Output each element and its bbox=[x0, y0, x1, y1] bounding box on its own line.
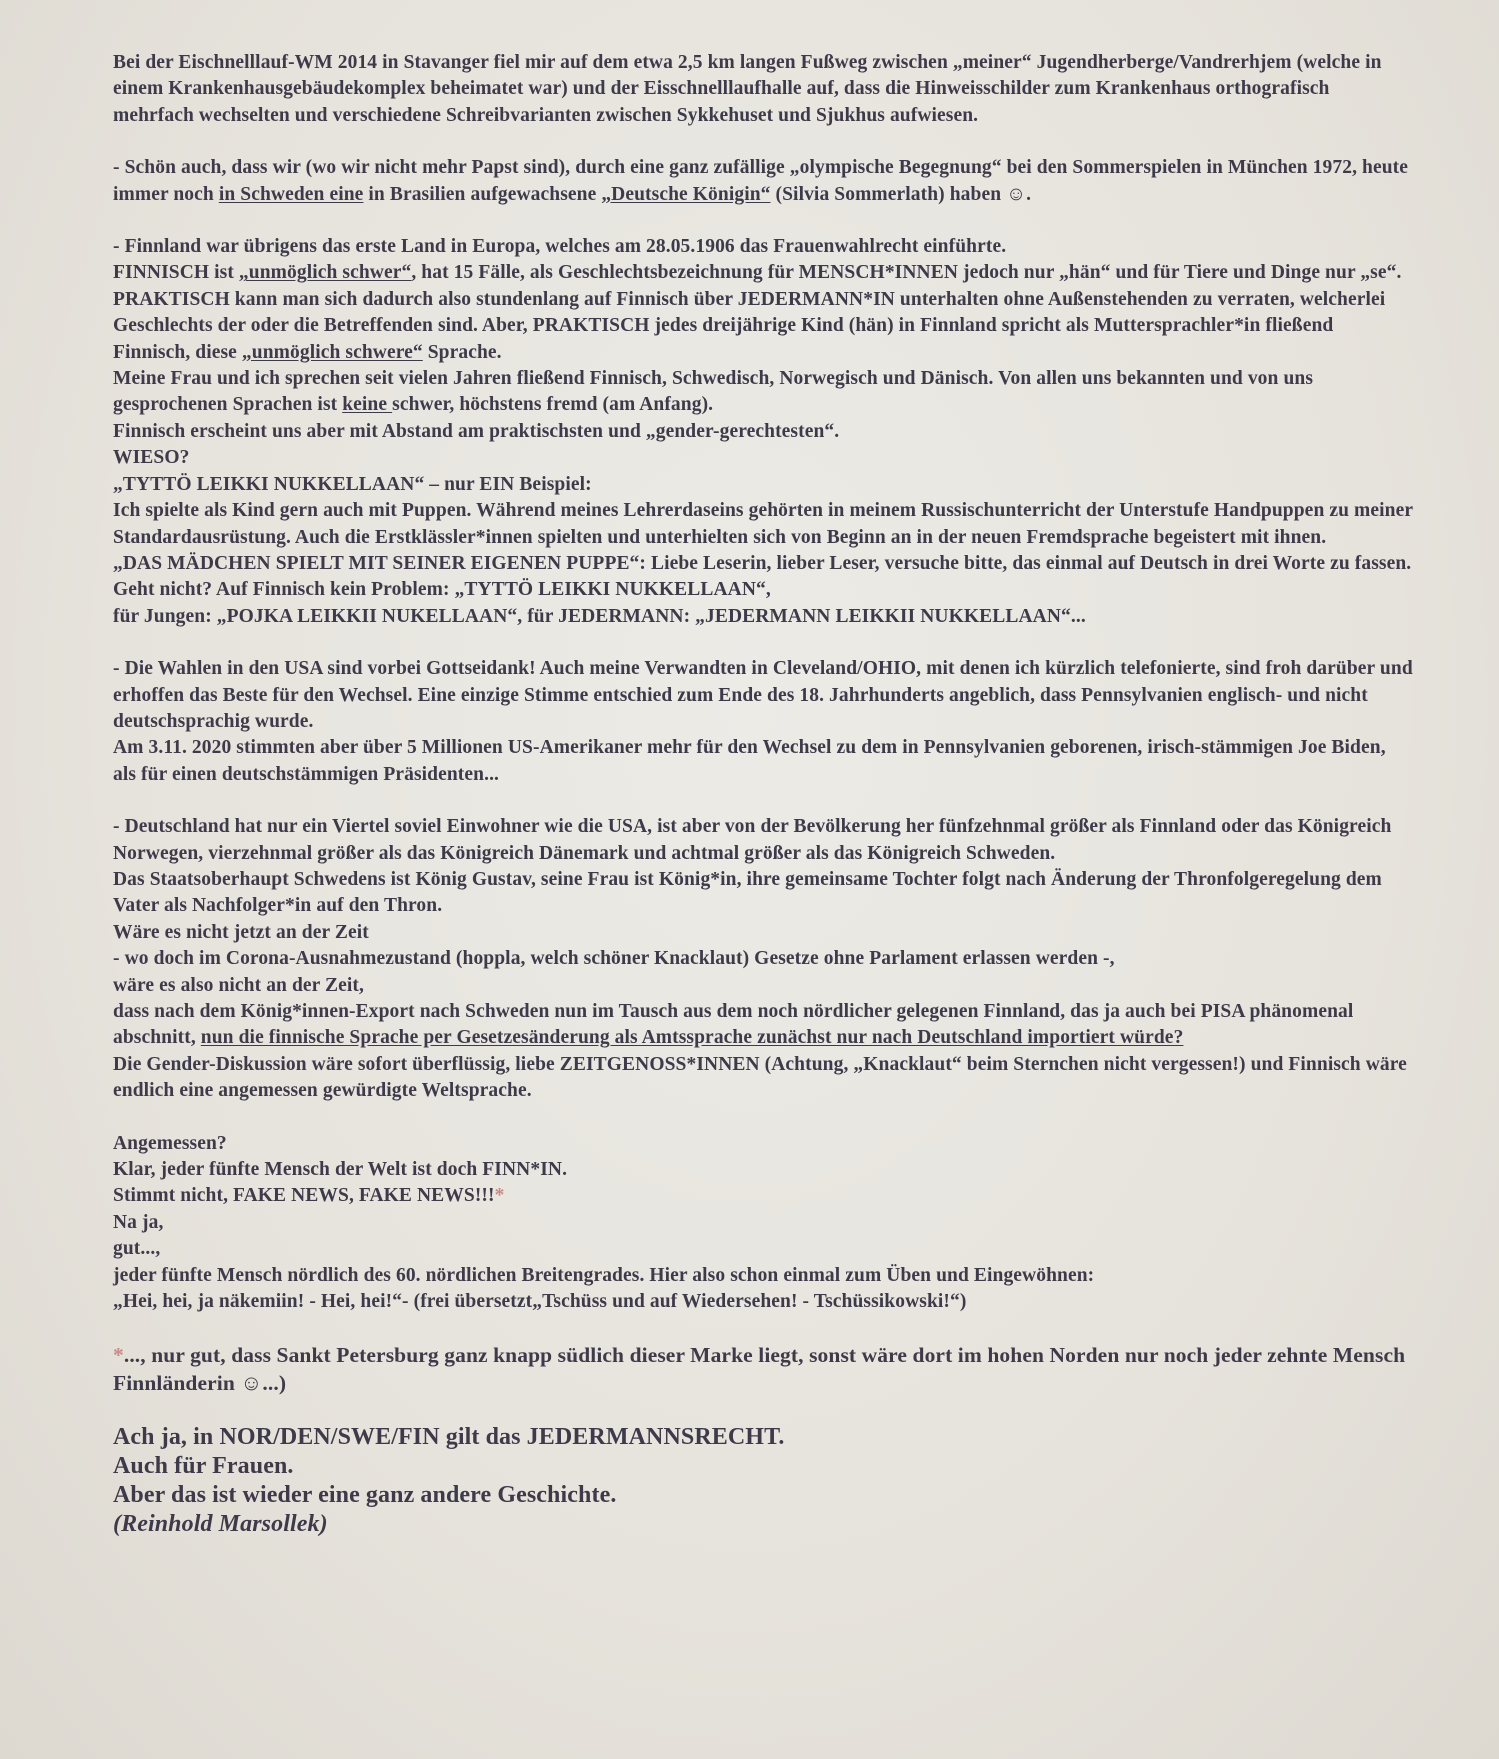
paragraph-gap bbox=[113, 208, 1413, 234]
line-export: dass nach dem König*innen-Export nach Schweden nun im Tausch aus dem noch nördlicher gelegenen Finnland, das ja auch bei PISA phänomenal abschnitt, nun die finnische Sprache per Gesetzesänderung als Amtssprache zunächst nur nach Deutschland importiert würde? bbox=[113, 1001, 1354, 1049]
line-angemessen: Angemessen? bbox=[113, 1132, 227, 1154]
line-maedchen: „DAS MÄDCHEN SPIELT MIT SEINER EIGENEN PUPPE“: Liebe Leserin, lieber Leser, versuche bitte, das einmal auf Deutsch in drei Worte zu fassen. Geht nicht? Auf Finnisch kein Problem: „TYTTÖ LEIKKI NUKKELLAAN“, bbox=[113, 552, 1412, 601]
closing-jedermannsrecht: Ach ja, in NOR/DEN/SWE/FIN gilt das JEDERMANNSRECHT. bbox=[113, 1424, 785, 1451]
paragraph-gap bbox=[113, 630, 1413, 656]
line-staatsoberhaupt: Das Staatsoberhaupt Schwedens ist König Gustav, seine Frau ist König*in, ihre gemeinsame Tochter folgt nach Änderung der Thronfolgeregelung dem Vater als Nachfolger*in auf den Thron. bbox=[113, 868, 1382, 917]
footnote-marker: * bbox=[494, 1185, 505, 1207]
paragraph-gap bbox=[113, 1397, 1413, 1423]
line-zeit-2: wäre es also nicht an der Zeit, bbox=[113, 974, 364, 996]
closing-frauen: Auch für Frauen. bbox=[113, 1453, 294, 1480]
line-gut: gut..., bbox=[113, 1238, 161, 1260]
underlined-text: keine bbox=[342, 394, 393, 416]
line-finn-in: Klar, jeder fünfte Mensch der Welt ist doch FINN*IN. bbox=[113, 1159, 568, 1181]
underlined-text: „unmöglich schwer“ bbox=[238, 262, 412, 284]
underlined-text: nun die finnische Sprache per Gesetzesänderung als Amtssprache zunächst nur nach Deutschland importiert würde? bbox=[200, 1027, 1184, 1049]
footnote-petersburg: *..., nur gut, dass Sankt Petersburg ganz knapp südlich dieser Marke liegt, sonst wäre dort im hohen Norden nur noch jeder zehnte Mensch Finnländerin ☺...) bbox=[113, 1343, 1406, 1396]
author-signature: (Reinhold Marsollek) bbox=[113, 1511, 328, 1538]
line-fake-news: Stimmt nicht, FAKE NEWS, FAKE NEWS!!!* bbox=[113, 1185, 505, 1207]
paragraph-koenigin: - Schön auch, dass wir (wo wir nicht mehr Papst sind), durch eine ganz zufällige „olympische Begegnung“ bei den Sommerspielen in München 1972, heute immer noch in Schweden eine in Brasilien aufgewachsene „Deutsche Königin“ (Silvia Sommerlath) haben ☺. bbox=[113, 157, 1409, 205]
underlined-text: „Deutsche Königin“ bbox=[601, 183, 771, 205]
paragraph-gap bbox=[113, 1105, 1413, 1131]
underlined-text: „unmöglich schwere“ bbox=[241, 341, 423, 363]
closing-geschichte: Aber das ist wieder eine ganz andere Geschichte. bbox=[113, 1482, 617, 1509]
line-hei-hei: „Hei, hei, ja näkemiin! - Hei, hei!“- (frei übersetzt„Tschüss und auf Wiedersehen! - Tschüssikowski!“) bbox=[113, 1291, 967, 1313]
line-biden: Am 3.11. 2020 stimmten aber über 5 Millionen US-Amerikaner mehr für den Wechsel zu dem in Pennsylvanien geborenen, irisch-stämmigen Joe Biden, als für einen deutschstämmigen Präsidenten... bbox=[113, 737, 1386, 785]
line-jungen: für Jungen: „POJKA LEIKKII NUKELLAAN“, für JEDERMANN: „JEDERMANN LEIKKII NUKKELLAAN“... bbox=[113, 605, 1086, 627]
underlined-text: in Schweden eine bbox=[218, 183, 364, 205]
line-beispiel: „TYTTÖ LEIKKI NUKKELLAAN“ – nur EIN Beispiel: bbox=[113, 473, 592, 495]
line-na-ja: Na ja, bbox=[113, 1211, 164, 1233]
paragraph-gap bbox=[113, 788, 1413, 814]
line-breitengrad: jeder fünfte Mensch nördlich des 60. nördlichen Breitengrades. Hier also schon einmal zum Üben und Eingewöhnen: bbox=[113, 1264, 1095, 1286]
line-frauenwahlrecht: - Finnland war übrigens das erste Land in Europa, welches am 28.05.1906 das Frauenwahlrecht einführte. bbox=[113, 236, 1007, 258]
letter-body bbox=[113, 50, 1413, 1539]
line-corona: - wo doch im Corona-Ausnahmezustand (hoppla, welch schöner Knacklaut) Gesetze ohne Parlament erlassen werden -, bbox=[113, 948, 1115, 970]
line-puppen: Ich spielte als Kind gern auch mit Puppen. Während meines Lehrerdaseins gehörten in meinem Russischunterricht der Unterstufe Handpuppen zu meiner Standardausrüstung. Auch die Erstklässler*innen spielten und unterhielten sich von Beginn an in der neuen Fremdsprache begeistert mit ihnen. bbox=[113, 500, 1413, 548]
line-zeit: Wäre es nicht jetzt an der Zeit bbox=[113, 921, 369, 943]
line-sprachen: Meine Frau und ich sprechen seit vielen Jahren fließend Finnisch, Schwedisch, Norwegisch und Dänisch. Von allen uns bekannten und von uns gesprochenen Sprachen ist keine schwer, höchstens fremd (am Anfang). bbox=[113, 368, 1314, 416]
line-gender-gerecht: Finnisch erscheint uns aber mit Abstand am praktischsten und „gender-gerechtesten“. bbox=[113, 420, 840, 442]
line-deutschland: - Deutschland hat nur ein Viertel soviel Einwohner wie die USA, ist aber von der Bevölkerung her fünfzehnmal größer als Finnland oder das Königreich Norwegen, vierzehnmal größer als das Königreich Dänemark und achtmal größer als das Königreich Schweden. bbox=[113, 816, 1392, 864]
footnote-marker: * bbox=[113, 1343, 124, 1368]
line-praktisch: PRAKTISCH kann man sich dadurch also stundenlang auf Finnisch über JEDERMANN*IN unterhalten ohne Außenstehenden zu verraten, welcherlei Geschlechts der oder die Betreffenden sind. Aber, PRAKTISCH jedes dreijährige Kind (hän) in Finnland spricht als Muttersprachler*in fließend Finnisch, diese „unmöglich schwere“ Sprache. bbox=[113, 288, 1386, 363]
paragraph-gap bbox=[113, 129, 1413, 155]
line-finnisch-schwer: FINNISCH ist „unmöglich schwer“, hat 15 Fälle, als Geschlechtsbezeichnung für MENSCH*INNEN jedoch nur „hän“ und für Tiere und Dinge nur „se“. bbox=[113, 262, 1402, 284]
paragraph-gap bbox=[113, 1315, 1413, 1341]
line-wieso: WIESO? bbox=[113, 447, 190, 469]
line-usa-wahlen: - Die Wahlen in den USA sind vorbei Gottseidank! Auch meine Verwandten in Cleveland/OHIO, mit denen ich kürzlich telefonierte, sind froh darüber und erhoffen das Beste für den Wechsel. Eine einzige Stimme entschied zum Ende des 18. Jahrhunderts angeblich, dass Pennsylvanien englisch- und nicht deutschsprachig wurde. bbox=[113, 658, 1413, 732]
line-gender-diskussion: Die Gender-Diskussion wäre sofort überflüssig, liebe ZEITGENOSS*INNEN (Achtung, „Knacklaut“ beim Sternchen nicht vergessen!) und Finnisch wäre endlich eine angemessen gewürdigte Weltsprache. bbox=[113, 1053, 1407, 1102]
paragraph-stavanger: Bei der Eischnelllauf-WM 2014 in Stavanger fiel mir auf dem etwa 2,5 km langen Fußweg zwischen „meiner“ Jugendherberge/Vandrerhjem (welche in einem Krankenhausgebäudekomplex beheimatet war) und der Eisschnelllaufhalle auf, dass die Hinweisschilder zum Krankenhaus orthografisch mehrfach wechselten und verschiedene Schreibvarianten zwischen Sykkehuset und Sjukhus aufwiesen. bbox=[113, 52, 1382, 126]
